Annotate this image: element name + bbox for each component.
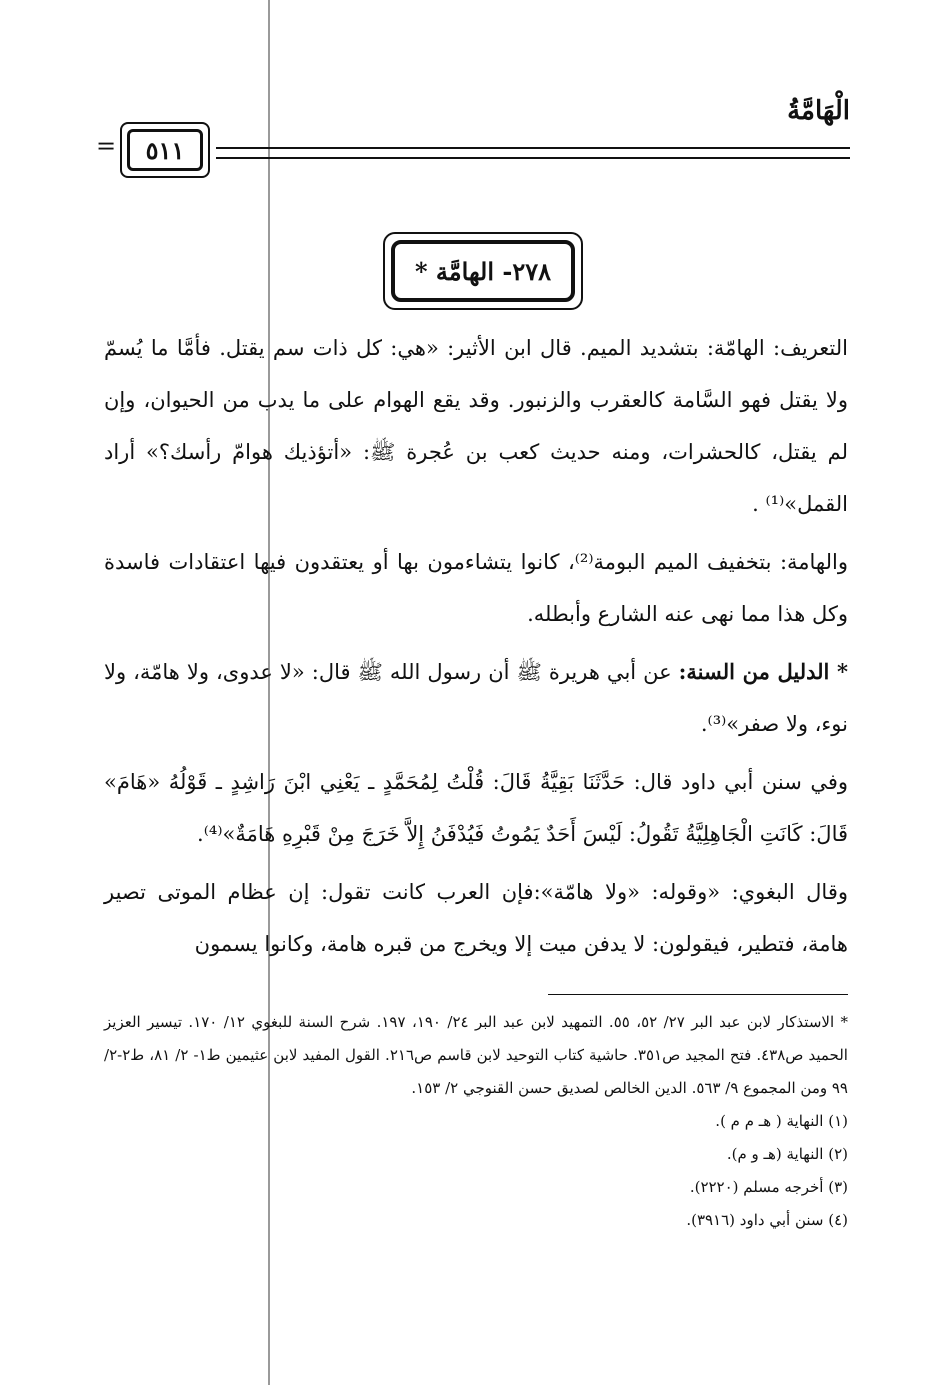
page-number: ٥١١ (127, 129, 203, 171)
paragraph-abu-dawud: وفي سنن أبي داود قال: حَدَّثَنَا بَقِيَّةُ قَالَ: قُلْتُ لِمُحَمَّدٍ ـ يَعْنِي ابْنَ رَاشِدٍ ـ قَوْلُهُ «هَامَ» قَالَ: كَانَتِ الْجَاهِلِيَّةُ تَقُولُ: لَيْسَ أَحَدٌ يَمُوتُ فَيُدْفَنُ إِلاَّ خَرَجَ مِنْ قَبْرِهِ هَامَةٌ»⁽⁴⁾. (104, 770, 848, 846)
running-title: الْهَامَّةُ (787, 96, 850, 126)
page-number-frame (120, 122, 210, 178)
header-rule-mark: = (96, 132, 117, 160)
paragraph-baghawi: وقال البغوي: «وقوله: «ولا هامّة»:فإن العرب كانت تقول: إن عظام الموتى تصير هامة، فتطير، فيقولون: لا يدفن ميت إلا ويخرج من قبره هامة، وكانوا يسمون (104, 880, 848, 956)
footnote-3: (٣) أخرجه مسلم (٢٢٢٠). (689, 1178, 848, 1196)
chapter-title: ٢٧٨- الهامَّة * (391, 240, 575, 302)
footnote-separator (548, 994, 848, 995)
paragraph-evidence (104, 646, 848, 750)
evidence-text: عن أبي هريرة ﷺ أن رسول الله ﷺ قال: «لا عدوى، ولا هامّة، ولا نوء، ولا صفر»⁽³⁾. (104, 660, 848, 736)
footnote-2: (٢) النهاية (هـ و م). (726, 1145, 848, 1163)
paragraph-owl: والهامة: بتخفيف الميم البومة⁽²⁾، كانوا يتشاءمون بها أو يعتقدون فيها اعتقادات فاسدة وكل هذا مما نهى عنه الشارع وأبطله. (104, 550, 848, 626)
paragraph-definition: التعريف: الهامّة: بتشديد الميم. قال ابن الأثير: «هي: كل ذات سم يقتل. فأمَّا ما يُسمّ ولا يقتل فهو السَّامة كالعقرب والزنبور. وقد يقع الهوام على ما يدب من الحيوان، وإن لم يقتل، كالحشرات، ومنه حديث كعب بن عُجرة ﷺ: «أتؤذيك هوامّ رأسك؟» أراد القمل»⁽¹⁾ . (104, 336, 848, 516)
footnote-1: (١) النهاية ( هـ م م ). (715, 1112, 848, 1130)
main-text (104, 322, 848, 970)
footnote-sources: * الاستذكار لابن عبد البر ٢٧/ ٥٢، ٥٥. التمهيد لابن عبد البر ٢٤/ ١٩٠، ١٩٧. شرح السنة للبغوي ١٢/ ١٧٠. تيسير العزيز الحميد ص٤٣٨. فتح المجيد ص٣٥١. حاشية كتاب التوحيد لابن قاسم ص٢١٦. القول المفيد لابن عثيمين ط١- ٢/ ٨١، ط٢-٢/ ٩٩ ومن المجموع ٩/ ٥٦٣. الدين الخالص لصديق حسن القنوجي ٢/ ١٥٣. (104, 1013, 849, 1097)
evidence-heading: * الدليل من السنة: (678, 659, 849, 684)
header-double-rule (216, 147, 850, 159)
chapter-title-frame (383, 232, 583, 310)
footnotes (104, 1006, 848, 1237)
footnote-4: (٤) سنن أبي داود (٣٩١٦). (686, 1211, 848, 1229)
